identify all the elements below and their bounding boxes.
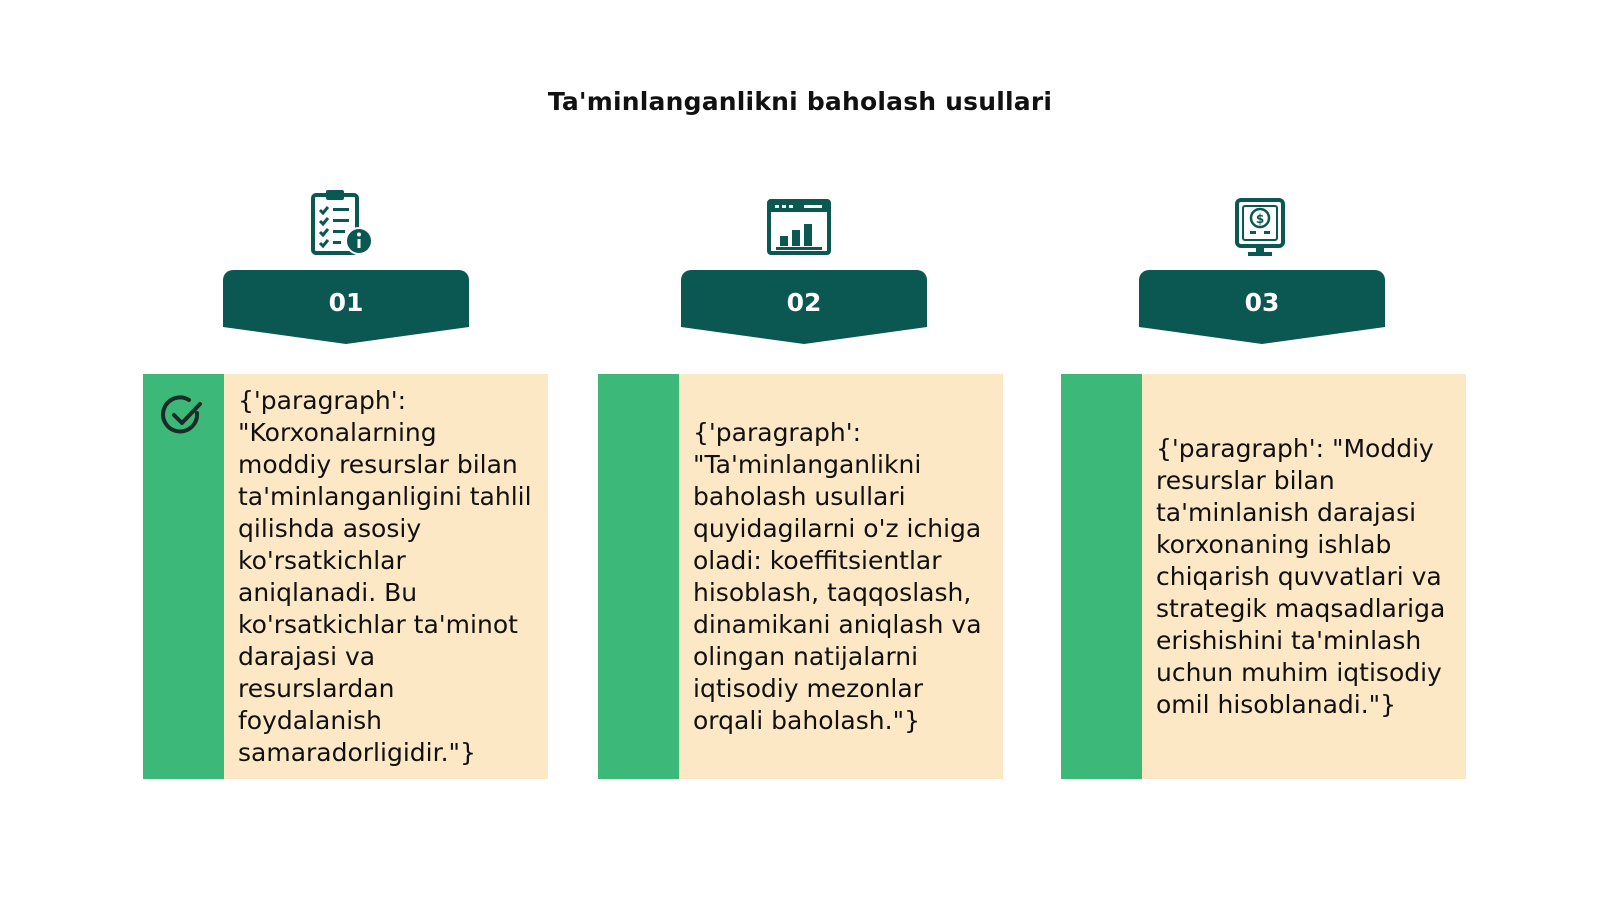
card-body: [679, 374, 1003, 779]
page-title: Ta'minlanganlikni baholash usullari: [547, 87, 1053, 116]
card-accent-strip: [1061, 374, 1142, 779]
step-number: 02: [786, 288, 822, 317]
svg-text:$: $: [1255, 212, 1265, 226]
card-paragraph: {'paragraph': "Moddiy resurslar bilan ta'minlanish darajasi korxonaning ishlab chiqarish quvvatlari va strategik maqsadlariga erishishini ta'minlash uchun muhim iqtisodiy omil hisoblanadi."}: [1156, 433, 1446, 719]
step-number: 01: [328, 288, 364, 317]
clipboard-checklist-info-icon: [310, 189, 376, 259]
card-paragraph: {'paragraph': "Korxonalarning moddiy resurslar bilan ta'minlanganligini tahlil qilishda asosiy ko'rsatkichlar aniqlanadi. Bu ko'rsatkichlar ta'minot darajasi va resurslardan foydalanish samaradorligidir."}: [238, 385, 532, 767]
step-card: [143, 374, 548, 779]
card-accent-strip: [143, 374, 224, 779]
step-badge: [681, 270, 927, 346]
dollar-monitor-icon: [1232, 197, 1298, 267]
step-card: [598, 374, 1003, 779]
step-card: [1061, 374, 1466, 779]
step-badge: [1139, 270, 1385, 346]
card-body: [224, 374, 548, 779]
browser-bar-chart-icon: [766, 198, 832, 268]
step-number: 03: [1244, 288, 1280, 317]
card-body: [1142, 374, 1466, 779]
step-badge: [223, 270, 469, 346]
check-circle-icon: [161, 394, 205, 438]
card-accent-strip: [598, 374, 679, 779]
card-paragraph: {'paragraph': "Ta'minlanganlikni baholash usullari quyidagilarni o'z ichiga oladi: koeffitsientlar hisoblash, taqqoslash, dinamikani aniqlash va olingan natijalarni iqtisodiy mezonlar orqali baholash."}: [693, 417, 982, 735]
